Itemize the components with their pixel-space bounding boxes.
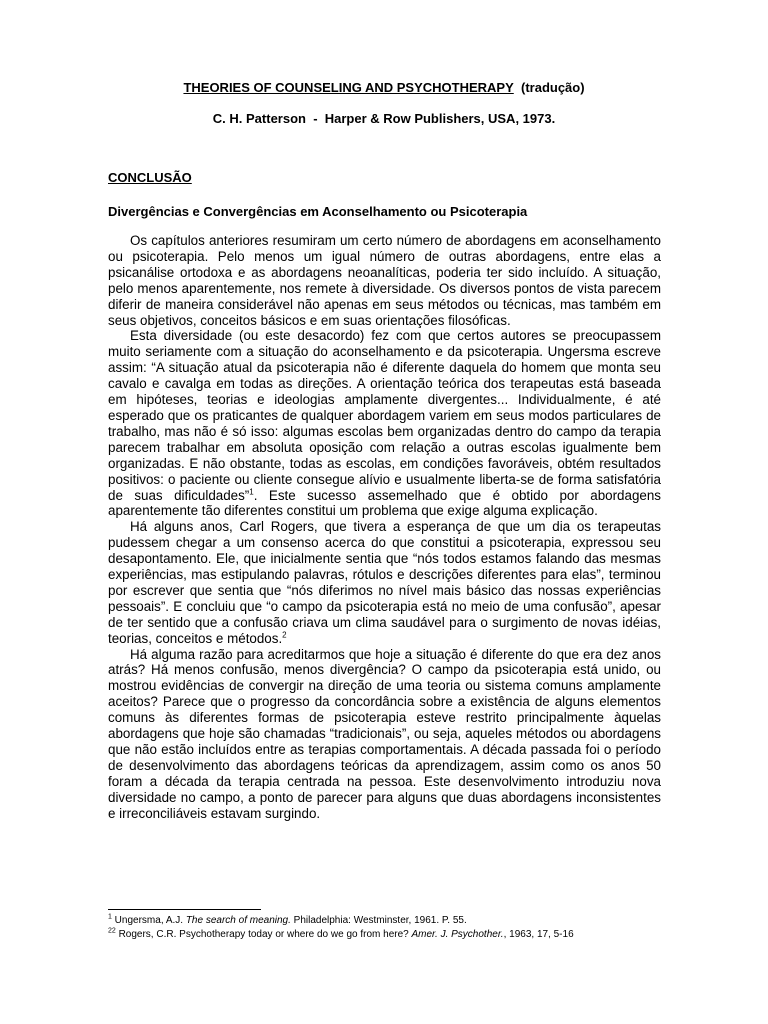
title-suffix: (tradução) xyxy=(521,80,585,95)
footnote-ref: 2 xyxy=(282,630,287,640)
paragraph-text-cont: . Este sucesso assemelhado que é obtido por abordagens aparentemente tão diferentes constitui um problema que exige alguma explicação. xyxy=(108,487,661,519)
section-subheading: Divergências e Convergências em Aconselhamento ou Psicoterapia xyxy=(108,204,528,219)
paragraph xyxy=(108,647,661,822)
title-main: THEORIES OF COUNSELING AND PSYCHOTHERAPY xyxy=(183,80,514,95)
footnote-title: The search of meaning. xyxy=(185,915,291,926)
paragraph-text: Há alguma razão para acreditarmos que hoje a situação é diferente do que era dez anos atrás? Há menos confusão, menos divergência? O campo da psicoterapia está unido, ou mostrou evidências de convergir na direção de uma teoria ou sistema comuns amplamente aceitos? Parece que o progresso da concordância sobre a existência de alguns elementos comuns às diferentes formas de psicoterapia esteve restrito principalmente àquelas abordagens que hoje são chamadas “tradicionais”, ou seja, aqueles métodos ou abordagens que não estão incluídos entre as terapias comportamentais. A década passada foi o período de desenvolvimento das abordagens teóricas da aprendizagem, assim como os anos 50 foram a década da terapia centrada na pessoa. Este desenvolvimento introduziu nova diversidade no campo, a ponto de parecer para alguns que duas abordagens inconsistentes e irreconciliáveis estavam surgindo. xyxy=(108,646,661,821)
footnote xyxy=(108,928,668,942)
footnote xyxy=(108,914,668,928)
author-line: C. H. Patterson - Harper & Row Publishers, USA, 1973. xyxy=(212,111,556,126)
footnote-mark: 1 xyxy=(108,913,112,921)
paragraph-text: Os capítulos anteriores resumiram um certo número de abordagens em aconselhamento ou psicoterapia. Pelo menos um igual número de outras abordagens, entre elas a psicanálise ortodoxa e as abordagens neoanalíticas, poderia ter sido incluído. A situação, pelo menos aparentemente, nos remete à diversidade. Os diversos pontos de vista parecem diferir de maneira considerável não apenas em seus métodos ou técnicas, mas também em seus objetivos, conceitos básicos e em suas orientações filosóficas. xyxy=(108,233,661,328)
paragraph xyxy=(108,328,661,519)
footnotes xyxy=(108,914,668,942)
paragraph xyxy=(108,233,661,328)
footnote-mark: 22 xyxy=(108,927,116,935)
footnote-text-cont: , 1963, 17, 5-16 xyxy=(503,929,574,940)
body-text xyxy=(108,233,661,822)
footnote-ref: 1 xyxy=(249,487,254,497)
footnote-text-cont: Philadelphia: Westminster, 1961. P. 55. xyxy=(290,915,467,926)
footnote-text: Ungersma, A.J. xyxy=(111,915,186,926)
footnote-journal: Amer. J. Psychother. xyxy=(411,929,504,940)
footnote-text: Rogers, C.R. Psychotherapy today or where do we go from here? xyxy=(115,929,412,940)
paragraph xyxy=(108,519,661,646)
paragraph-text: Esta diversidade (ou este desacordo) fez com que certos autores se preocupassem muito seriamente com a situação do aconselhamento e da psicoterapia. Ungersma escreve assim: “A situação atual da psicoterapia não é diferente daquela do homem que monta seu cavalo e cavalga em todas as direções. A orientação teórica dos terapeutas está baseada em hipóteses, teorias e ideologias amplamente divergentes... Individualmente, é até esperado que os praticantes de qualquer abordagem variem em seus modos particulares de trabalho, mas não é só isso: algumas escolas bem organizadas dentro do campo da terapia parecem trabalhar em absoluta oposição com relação a outras escolas igualmente bem organizadas. E não obstante, todas as escolas, em condições favoráveis, obtém resultados positivos: o paciente ou cliente consegue alívio e usualmente liberta-se de forma satisfatória de suas dificuldades” xyxy=(108,328,661,503)
paragraph-text: Há alguns anos, Carl Rogers, que tivera a esperança de que um dia os terapeutas pudessem chegar a um consenso acerca do que constitui a psicoterapia, expressou seu desapontamento. Ele, que inicialmente sentia que “nós todos estamos falando das mesmas experiências, mas estipulando palavras, rótulos e descrições diferentes para elas”, terminou por escrever que sentia que “nós diferimos no nível mais básico das nossas experiências pessoais”. E concluiu que “o campo da psicoterapia está no meio de uma confusão”, apesar de ter sentido que a confusão criava um clima saudável para o surgimento de novas idéias, teorias, conceitos e métodos. xyxy=(108,519,661,646)
footnote-separator xyxy=(108,909,261,910)
section-heading: CONCLUSÃO xyxy=(108,170,192,185)
document-title xyxy=(0,80,768,95)
